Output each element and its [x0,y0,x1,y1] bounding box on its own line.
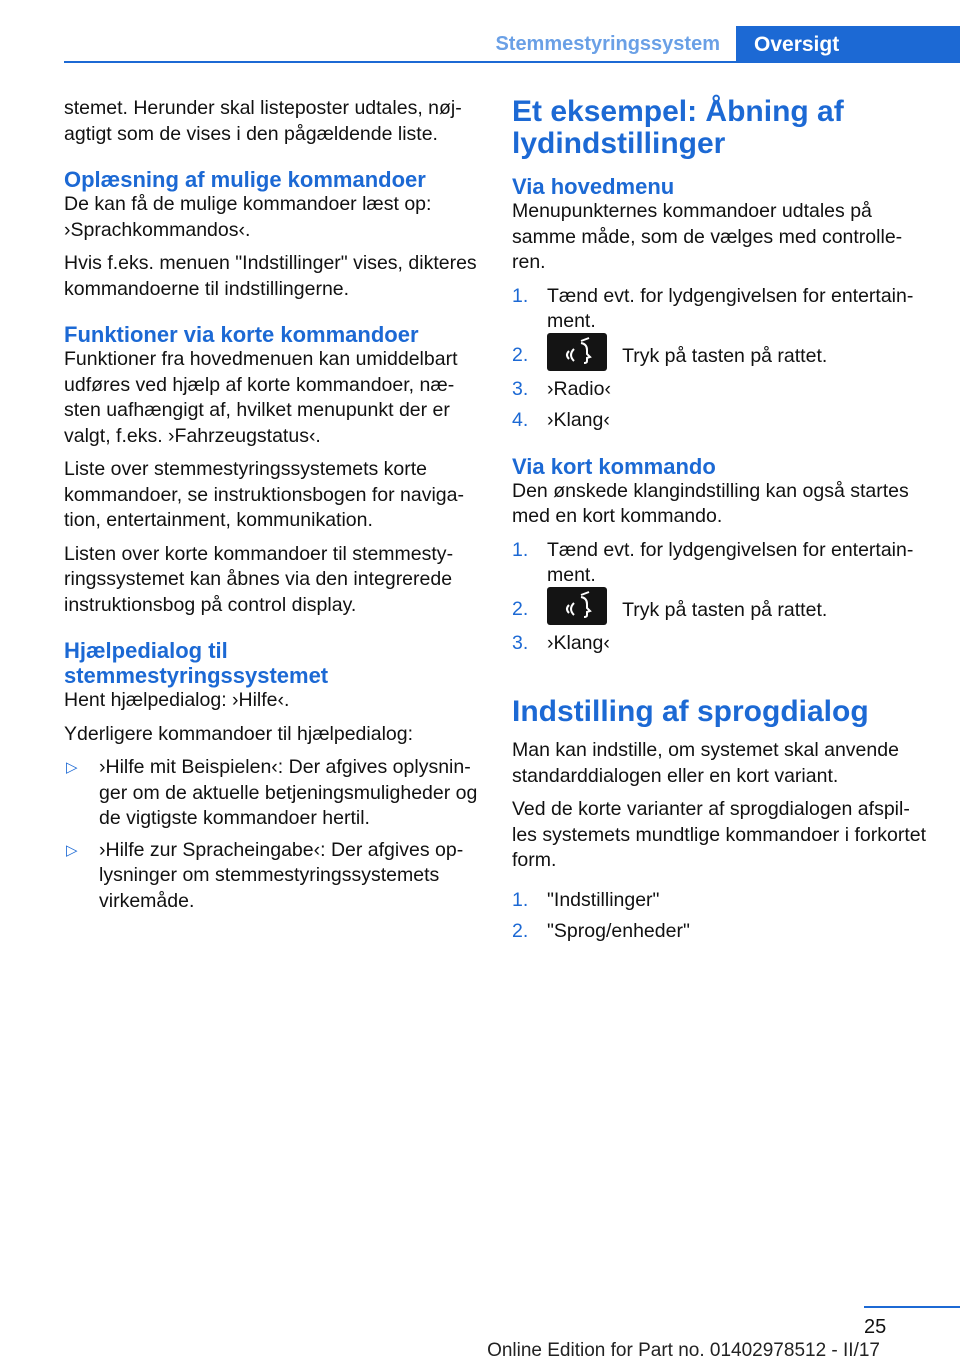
step-number: 2. [512,920,529,942]
footer-rule [864,1306,960,1308]
lang-steps [512,888,926,945]
right-column [512,96,926,955]
help-paragraph-2: Yderligere kommandoer til hjælpedialog: [64,722,414,745]
voice-button-icon [547,587,607,625]
help-list [64,755,480,914]
intro-paragraph: stemet. Herunder skal listeposter udtales, nøjagtigt som de vises i den pågældende liste. [64,97,462,145]
step-text: ›Klang‹ [547,409,610,431]
step-number: 2. [512,597,529,620]
step-text: "Sprog/enheder" [547,920,690,942]
step-item [512,888,926,914]
step-text: Tryk på tasten på rattet. [622,598,828,621]
heading-language-dialog: Indstilling af sprogdialog [512,695,869,728]
read-paragraph-1: De kan få de mulige kommandoer læst op: ›Sprachkommandos‹. [64,193,432,241]
running-header-section: Stemmestyringssystem [495,33,720,55]
func-paragraph-2: Liste over stemmestyringssystemets korte kommandoer, se instruktionsbogen for navigation, entertainment, kommunikation. [64,458,464,531]
step-number: 3. [512,631,529,654]
step-number: 1. [512,888,529,911]
step-text: Tænd evt. for lydgengivelsen for entertainment. [547,538,914,586]
voice-button-icon [547,333,607,371]
step-item [512,343,926,371]
step-item [512,284,926,335]
list-item-text: ›Hilfe mit Beispielen‹: Der afgives oplysninger om de aktuelle betjeningsmuligheder og de vigtigste kommandoer hertil. [99,756,478,829]
step-item [512,377,926,403]
page-number: 25 [864,1316,887,1338]
main-steps [512,284,926,434]
step-text: ›Klang‹ [547,631,610,654]
short-steps [512,538,926,657]
step-item [512,631,926,657]
func-paragraph-1: Funktioner fra hovedmenuen kan umiddelbart udføres ved hjælp af korte kommandoer, næsten uafhængigt af, hvilket menupunkt der er valgt, f.eks. ›Fahrzeugstatus‹. [64,348,458,447]
heading-read-commands: Oplæsning af mulige kommandoer [64,167,426,192]
help-paragraph-1: Hent hjælpedialog: ›Hilfe‹. [64,689,290,711]
left-column [64,96,480,924]
step-text: ›Radio‹ [547,377,611,400]
step-item [512,408,926,434]
step-number: 4. [512,409,529,431]
step-item [512,919,926,945]
short-paragraph: Den ønskede klangindstilling kan også startes med en kort kommando. [512,479,909,527]
step-text: Tænd evt. for lydgengivelsen for entertainment. [547,284,914,332]
step-item [512,538,926,589]
func-paragraph-3: Listen over korte kommandoer til stemmestyringssystemet kan åbnes via den integrerede instruktionsbog på control display. [64,542,454,616]
step-item [512,597,926,625]
lang-paragraph-1: Man kan indstille, om systemet skal anvende standarddialogen eller en kort variant. [512,739,899,787]
header-rule [64,61,960,63]
list-item [64,838,480,915]
step-number: 1. [512,538,529,561]
triangle-bullet-icon: ▷ [66,841,78,859]
heading-via-short-command: Via kort kommando [512,453,716,479]
heading-short-commands: Funktioner via korte kommandoer [64,322,419,347]
running-header-tab: Oversigt [736,26,960,63]
step-text: Tryk på tasten på rattet. [622,344,828,367]
read-paragraph-2: Hvis f.eks. menuen "Indstillinger" vises, dikteres kommandoerne til indstillingerne. [64,252,477,300]
heading-example: Et eksempel: Åbning af lydindstillinger [512,95,844,160]
list-item-text: ›Hilfe zur Spracheingabe‹: Der afgives oplysninger om stemmestyringssystemets virkemåde. [99,838,464,912]
edition-note: Online Edition for Part no. 01402978512 - II/17 [487,1340,880,1361]
lang-paragraph-2: Ved de korte varianter af sprogdialogen afspilles systemets mundtlige kommandoer i forkortet form. [512,798,926,871]
step-number: 3. [512,377,529,400]
heading-help-dialog: Hjælpedialog til stemmestyringssystemet [64,638,329,688]
step-text: "Indstillinger" [547,888,660,911]
heading-via-main-menu: Via hovedmenu [512,174,675,199]
list-item [64,755,480,832]
step-number: 2. [512,343,529,366]
step-number: 1. [512,284,529,307]
triangle-bullet-icon: ▷ [66,759,78,776]
main-paragraph: Menupunkternes kommandoer udtales på samme måde, som de vælges med controlleren. [512,200,903,273]
